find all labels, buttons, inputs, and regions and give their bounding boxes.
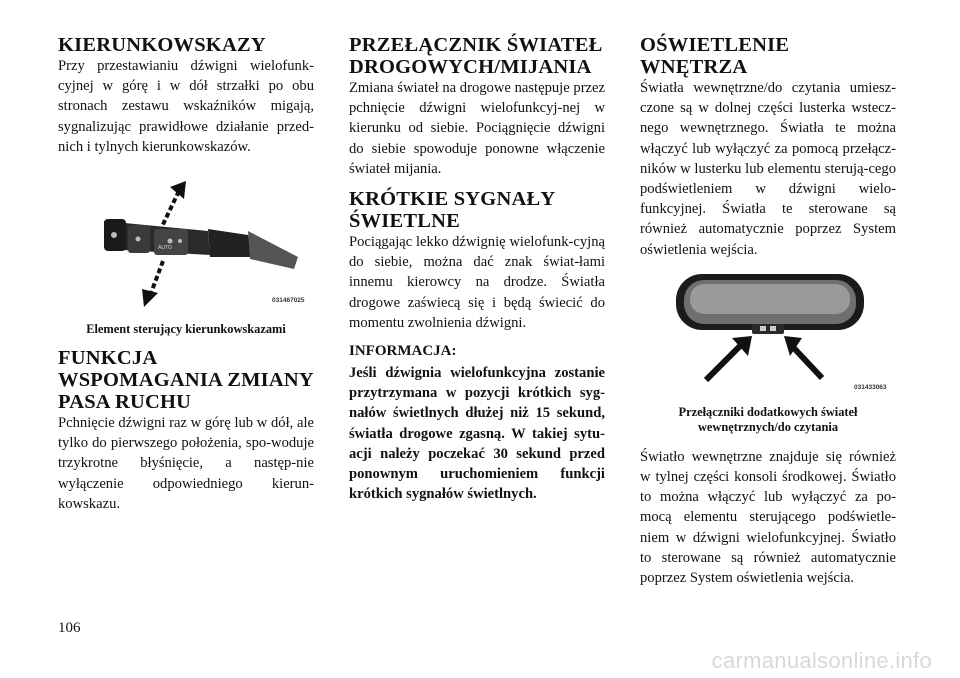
figure-caption: Element sterujący kierunkowskazami bbox=[86, 322, 286, 337]
paragraph-lane-change: Pchnięcie dźwigni raz w górę lub w dół, ale tylko do pierwszego położenia, spo-woduje trzykrotne błyśnięcie, a następ-nie wyłączenie odpowiedniego kierun-kowskazu. bbox=[58, 415, 314, 512]
page-number: 106 bbox=[58, 620, 81, 636]
heading-high-low-beam: PRZEŁĄCZNIK ŚWIATEŁ DROGOWYCH/MIJANIA bbox=[349, 34, 603, 78]
mirror-icon bbox=[676, 274, 864, 334]
figure-turn-signal-lever bbox=[58, 169, 314, 319]
heading-lane-change: FUNKCJA WSPOMAGANIA ZMIANY PASA RUCHU bbox=[58, 347, 314, 414]
heading-interior-lights: OŚWIETLENIE WNĘTRZA bbox=[640, 34, 790, 78]
heading-turn-signals: KIERUNKOWSKAZY bbox=[58, 34, 266, 56]
column-1 bbox=[58, 34, 314, 514]
arrow-right-icon bbox=[784, 336, 822, 378]
paragraph-flash-to-pass: Pociągając lekko dźwignię wielofunk-cyjną do siebie, można dać znak świat-łami innemu kierowcy na drodze. Światła drogowe zaświecą się i będą świecić do momentu zwolnienia dźwigni. bbox=[349, 234, 605, 331]
paragraph-turn-signals: Przy przestawianiu dźwigni wielofunk-cyjnej w górę i w dół strzałki po obu stronach zestawu wskaźników migają, sygnalizując prawidłowe działanie przed-nich i tylnych kierunkowskazów. bbox=[58, 58, 314, 155]
figure-caption: Przełączniki dodatkowych świateł wewnętrznych/do czytania bbox=[678, 404, 858, 434]
column-3 bbox=[640, 34, 896, 588]
figure-code: 031467025 bbox=[272, 297, 305, 305]
info-label: INFORMACJA: bbox=[349, 343, 457, 360]
arrow-left-icon bbox=[706, 336, 752, 380]
heading-flash-to-pass: KRÓTKIE SYGNAŁY ŚWIETLNE bbox=[349, 188, 555, 233]
watermark: carmanualsonline.info bbox=[711, 648, 932, 673]
column-2 bbox=[349, 34, 605, 504]
svg-text:AUTO: AUTO bbox=[158, 245, 172, 252]
paragraph-console-light: Światło wewnętrzne znajduje się również w tylnej części konsoli środkowej. Światło to można włączyć lub wyłączyć za po-mocą elementu sterującego podświetle-niem w dźwigni wielofunkcyjnej. Światło to sterowane są również automatycznie poprzez System oświetlenia wejścia. bbox=[640, 448, 896, 587]
arrow-down-icon bbox=[142, 261, 163, 307]
multifunction-lever-icon bbox=[104, 219, 298, 269]
paragraph-interior-lights: Światła wewnętrzne/do czytania umiesz-czone są w dolnej części lusterka wstecz-nego wewnętrznego. Światła te można włączyć lub wyłączyć za pomocą przełącz-ników w lusterku lub elementu sterują-cego podświetleniem w dźwigni wielo-funkcyjnej. Światła te sterowane są również automatycznie poprzez System oświetlenia wejścia. bbox=[640, 80, 896, 258]
figure-code: 031433063 bbox=[854, 383, 887, 391]
figure-rearview-mirror bbox=[640, 272, 896, 402]
rearview-mirror-illustration bbox=[640, 272, 896, 402]
paragraph-high-low-beam: Zmiana świateł na drogowe następuje przez pchnięcie dźwigni wielofunkcyj-nej w kierunku od siebie. Pociągnięcie dźwigni do siebie spowoduje ponowne włączenie świateł mijania. bbox=[349, 80, 605, 177]
paragraph-info: Jeśli dźwignia wielofunkcyjna zostanie przytrzymana w pozycji krótkich syg-nałów świetlnych dłużej niż 15 sekund, światła drogowe zgasną. W takiej sytu-acji należy poczekać 30 sekund przed ponownym uruchomieniem funkcji krótkich sygnałów świetlnych. bbox=[349, 365, 605, 503]
